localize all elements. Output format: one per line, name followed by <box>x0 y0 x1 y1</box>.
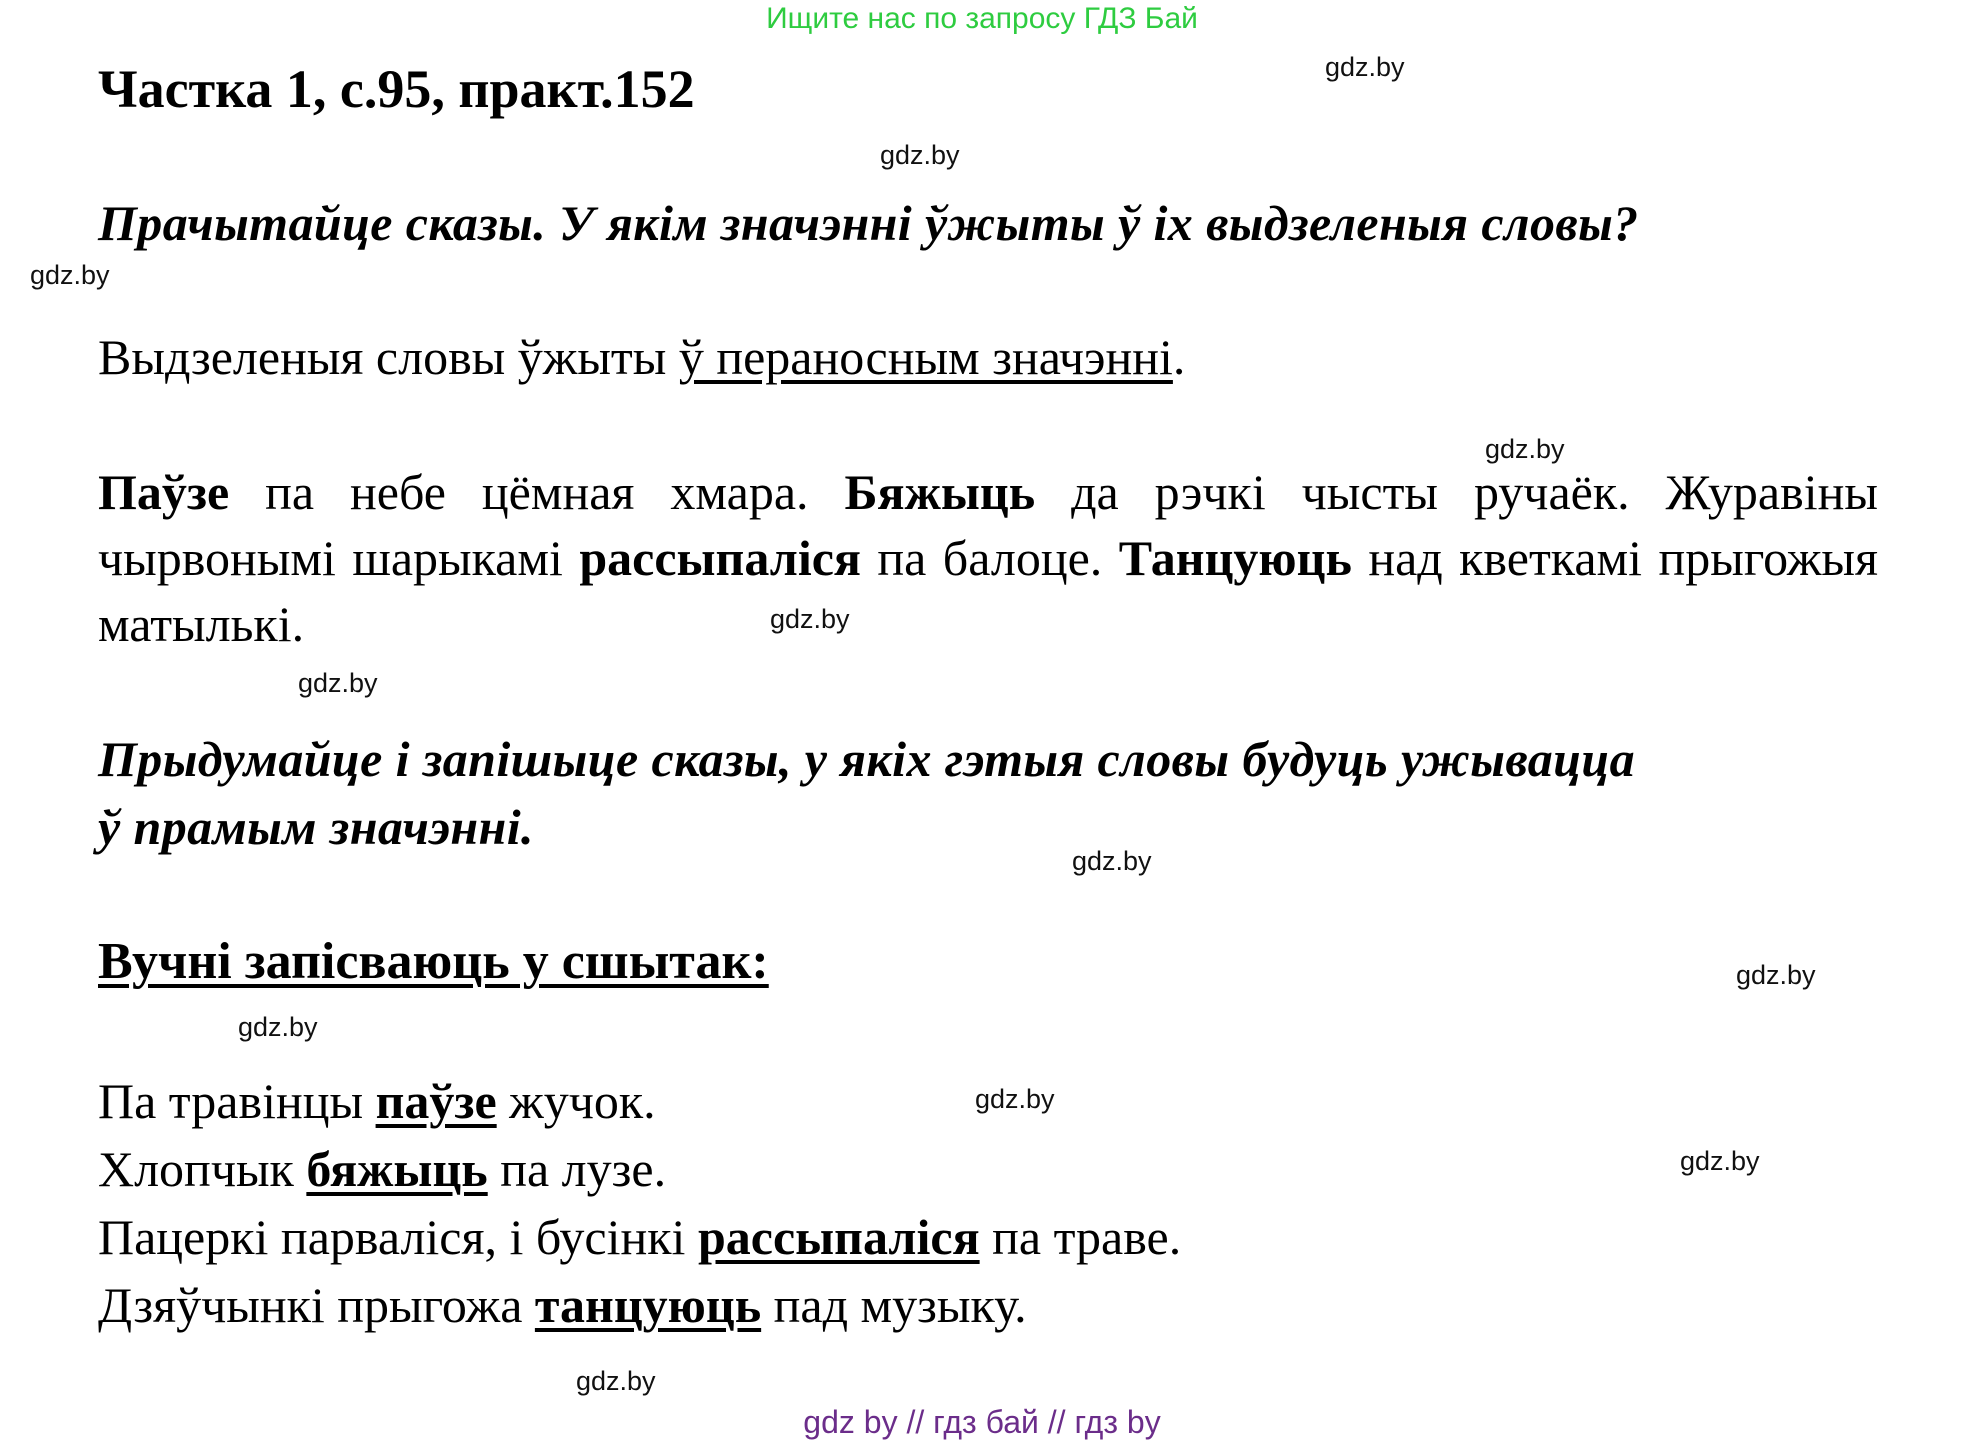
para-seg: Танцуюць <box>1118 530 1352 586</box>
sentence-text: па лузе. <box>487 1141 667 1197</box>
watermark: gdz.by <box>770 604 850 634</box>
example-paragraph <box>98 459 1878 657</box>
watermark: gdz.by <box>298 668 378 698</box>
sentence-keyword: паўзе <box>375 1073 497 1129</box>
sentence-keyword: рассыпаліся <box>697 1209 980 1265</box>
watermark: gdz.by <box>880 140 960 170</box>
para-seg: Паўзе <box>98 464 230 520</box>
watermark: gdz.by <box>1072 846 1152 876</box>
sentence-keyword: танцуюць <box>534 1277 762 1333</box>
sentence-text: Хлопчык <box>98 1141 307 1197</box>
watermark: gdz.by <box>1325 52 1405 82</box>
watermark: gdz.by <box>30 260 110 290</box>
sentence-4 <box>98 1276 1027 1334</box>
sentence-text: жучок. <box>496 1073 656 1129</box>
sentence-text: пад музыку. <box>761 1277 1027 1333</box>
search-banner: Ищите нас по запросу ГДЗ Бай <box>766 2 1198 35</box>
sentence-1 <box>98 1072 656 1130</box>
answer-suffix: . <box>1172 329 1186 385</box>
task-instruction-1: Прачытайце сказы. У якім значэнні ўжыты ў іх выдзеленыя словы? <box>98 195 1639 251</box>
watermark: gdz.by <box>576 1366 656 1396</box>
task-instruction-2-line1: Прыдумайце і запішыце сказы, у якіх гэтыя словы будуць ужывацца <box>98 731 1636 787</box>
answer-line <box>98 328 1185 386</box>
sentence-text: па траве. <box>979 1209 1182 1265</box>
para-seg: рассыпаліся <box>579 530 861 586</box>
section-heading: Вучні запісваюць у сшытак: <box>98 933 769 990</box>
para-seg: Бяжыць <box>844 464 1036 520</box>
watermark: gdz.by <box>238 1012 318 1042</box>
watermark: gdz.by <box>1736 960 1816 990</box>
footer-links: gdz by // гдз бай // гдз by <box>803 1404 1161 1440</box>
sentence-text: Пацеркі парваліся, і бусінкі <box>98 1209 698 1265</box>
watermark: gdz.by <box>1680 1146 1760 1176</box>
para-seg: па балоце. <box>860 530 1119 586</box>
answer-prefix: Выдзеленыя словы ўжыты <box>98 329 679 385</box>
sentence-2 <box>98 1140 666 1198</box>
para-seg: над кветкамі прыгожыя матылькі. <box>98 530 1878 652</box>
sentence-text: Па травінцы <box>98 1073 376 1129</box>
para-seg: да рэчкі чысты ручаёк. Журавіны чырвонымі шарыкамі <box>98 464 1878 586</box>
page-title: Частка 1, с.95, практ.152 <box>98 59 695 119</box>
sentence-keyword: бяжыць <box>306 1141 488 1197</box>
sentence-3 <box>98 1208 1181 1266</box>
answer-underlined: ў пераносным значэнні <box>678 329 1173 385</box>
task-instruction-2-line2: ў прамым значэнні. <box>98 799 534 855</box>
sentence-text: Дзяўчынкі прыгожа <box>98 1277 535 1333</box>
watermark: gdz.by <box>975 1084 1055 1114</box>
para-seg: па небе цёмная хмара. <box>229 464 845 520</box>
watermark: gdz.by <box>1485 434 1565 464</box>
